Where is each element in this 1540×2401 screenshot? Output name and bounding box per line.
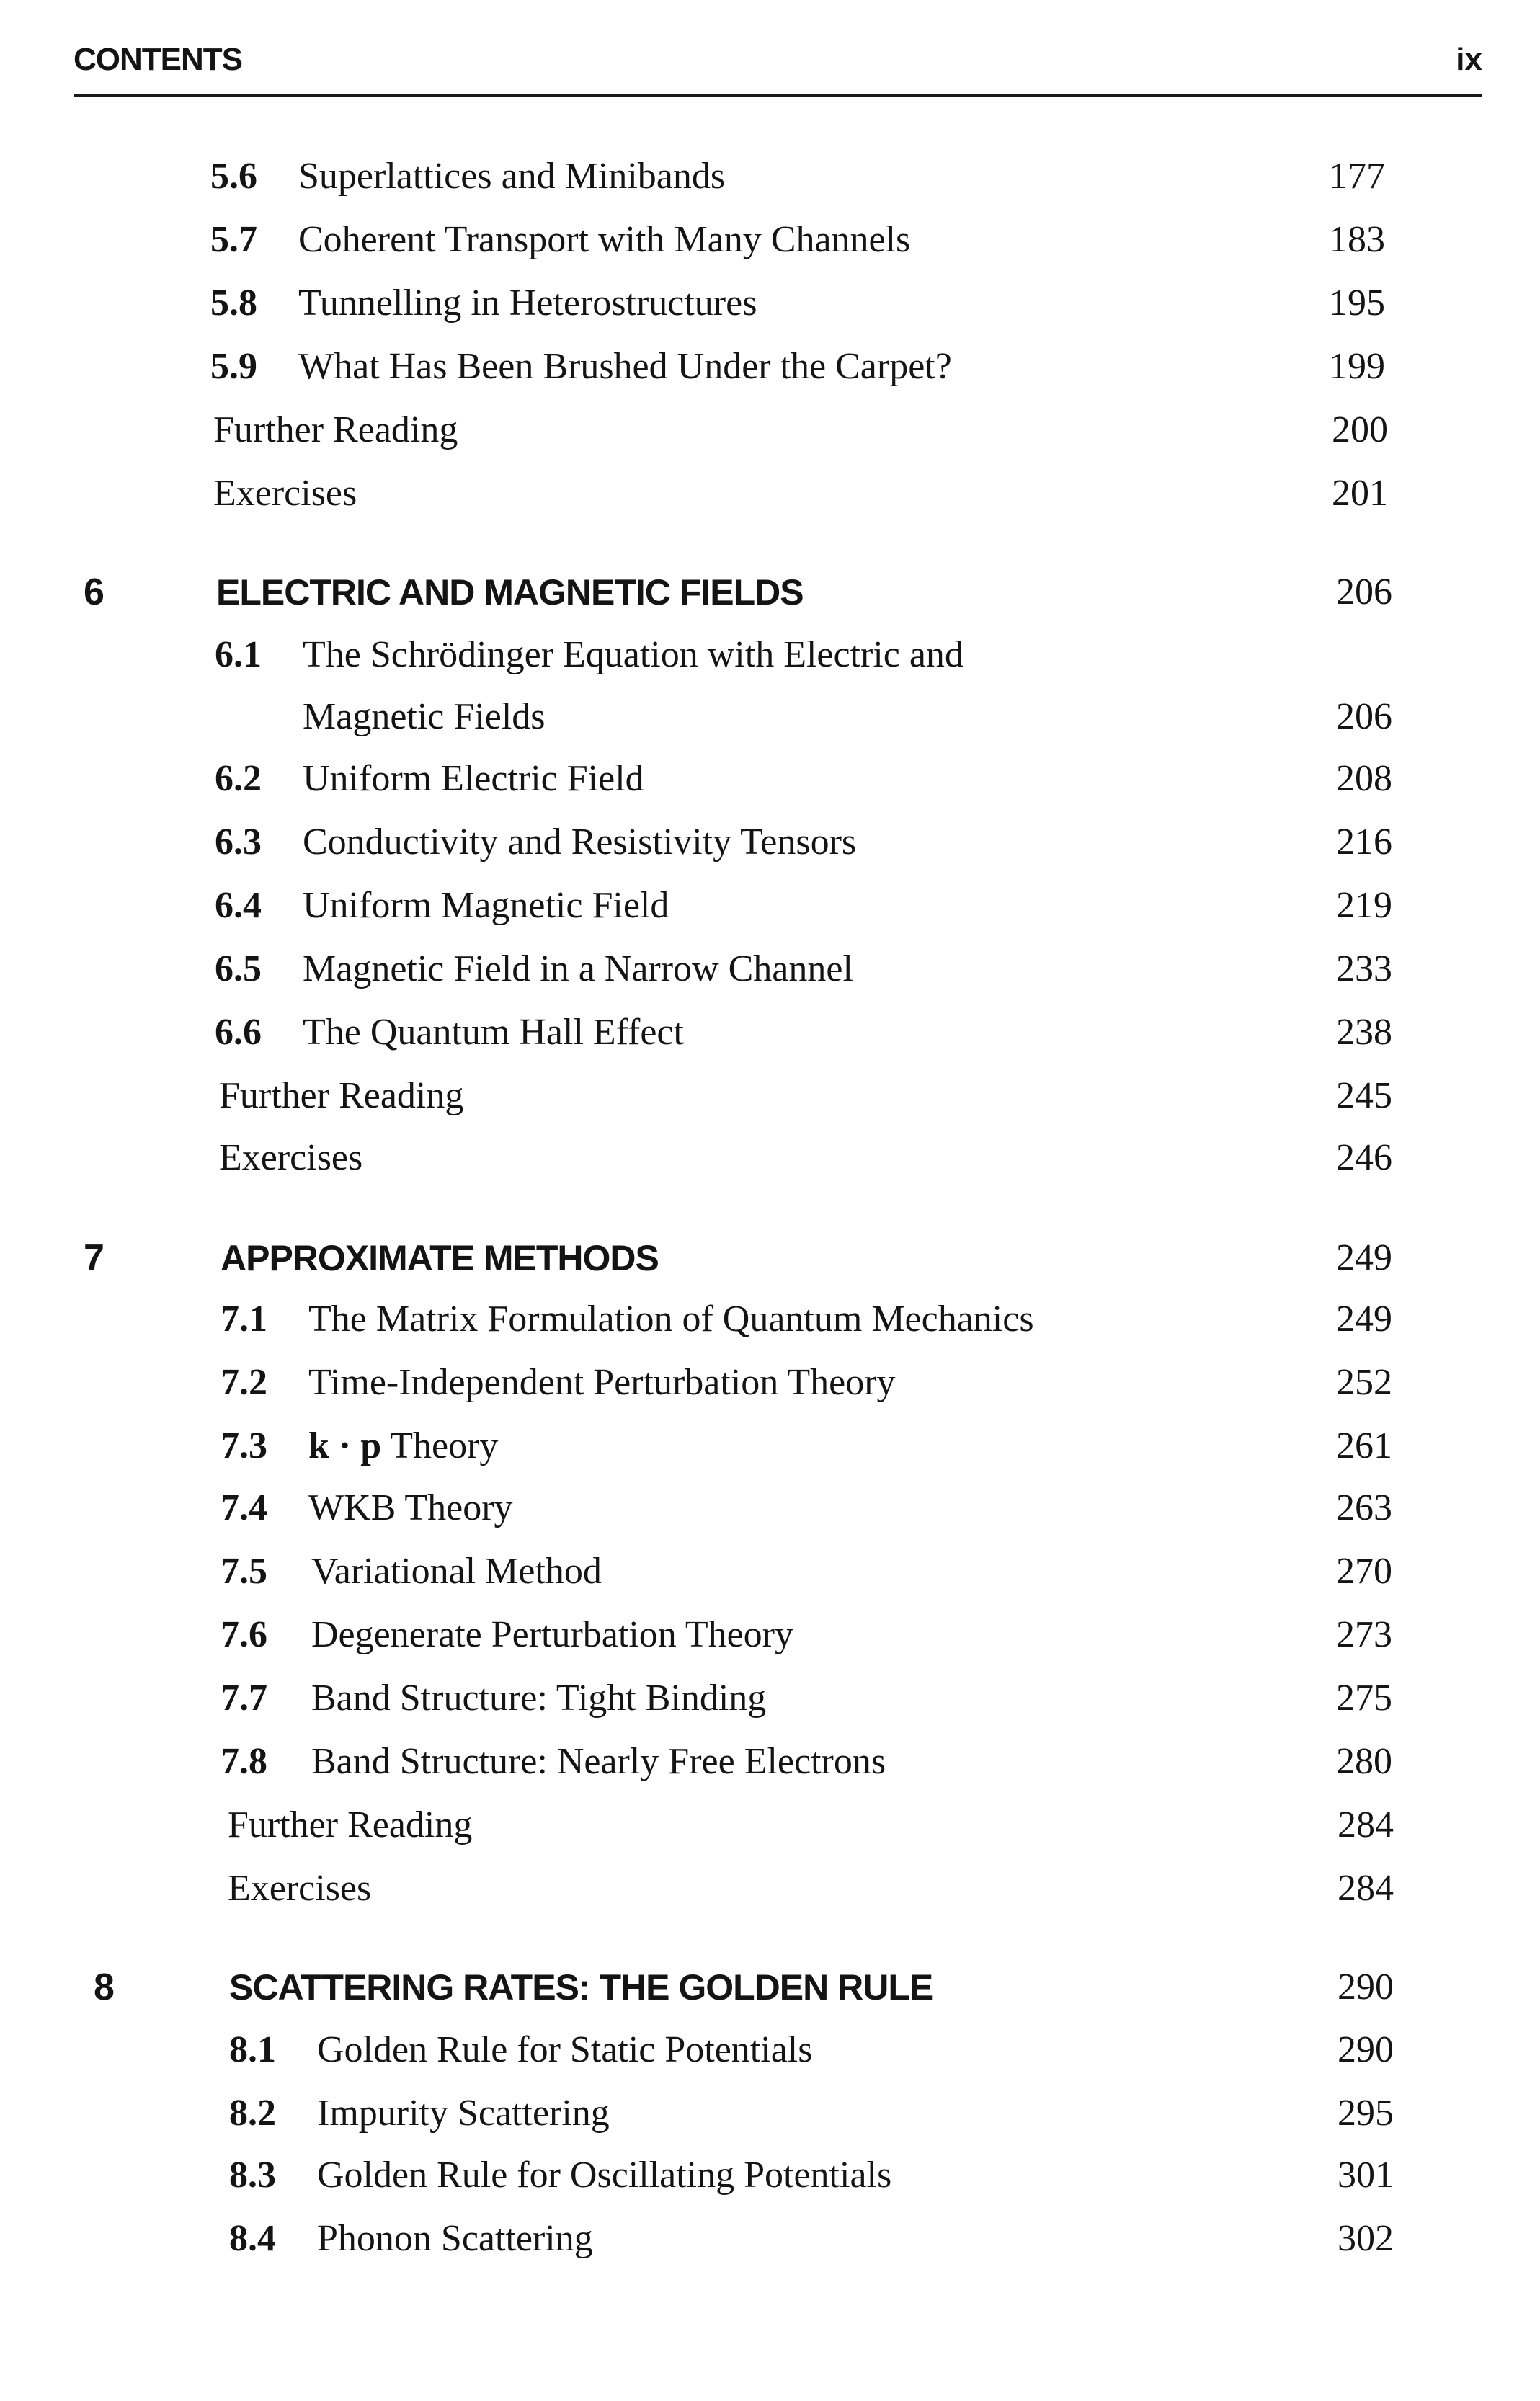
section-title: Magnetic Field in a Narrow Channel: [303, 948, 853, 989]
section-number: 7.8: [221, 1741, 267, 1782]
toc-entry-5-7[interactable]: [210, 215, 1392, 265]
chapter-title: ELECTRIC AND MAGNETIC FIELDS: [216, 572, 804, 612]
chapter-number: 8: [94, 1966, 114, 2008]
page-folio: ix: [1456, 42, 1482, 77]
toc-entry-5-6[interactable]: [210, 151, 1392, 202]
toc-entry-7-4[interactable]: [221, 1483, 1402, 1533]
entry-title: Exercises: [213, 473, 357, 514]
page-number: 246: [1336, 1137, 1392, 1178]
section-title: Time-Independent Perturbation Theory: [308, 1362, 896, 1403]
toc-chapter-6[interactable]: [84, 564, 1395, 621]
toc-entry-7-8[interactable]: [221, 1737, 1402, 1787]
toc-entry-6-5[interactable]: [215, 944, 1397, 994]
section-title: Band Structure: Nearly Free Electrons: [311, 1741, 886, 1782]
toc-entry-6-4[interactable]: [215, 881, 1397, 931]
section-number: 5.9: [210, 346, 257, 387]
toc-entry-6-1[interactable]: [215, 630, 1397, 680]
page-number: 216: [1336, 821, 1392, 863]
section-title: Conductivity and Resistivity Tensors: [303, 821, 857, 863]
section-title: Coherent Transport with Many Channels: [298, 219, 911, 260]
section-title: Superlattices and Minibands: [298, 156, 726, 197]
entry-title: Further Reading: [219, 1075, 464, 1116]
toc-entry-7-1[interactable]: [221, 1294, 1402, 1345]
section-title: The Schrödinger Equation with Electric and: [303, 634, 963, 675]
running-head: [74, 37, 1482, 81]
toc-entry-8-4[interactable]: [229, 2214, 1411, 2264]
page-number: 208: [1336, 758, 1392, 799]
page-number: 290: [1338, 1966, 1394, 2008]
section-number: 7.4: [221, 1487, 267, 1528]
toc-entry-exercises-7[interactable]: [228, 1863, 1410, 1914]
toc-entry-7-5[interactable]: [221, 1546, 1402, 1597]
chapter-number: 6: [84, 571, 104, 613]
running-head-title: CONTENTS: [74, 42, 242, 77]
section-number: 7.3: [221, 1425, 267, 1466]
section-number: 6.2: [215, 758, 262, 799]
section-title: WKB Theory: [308, 1487, 513, 1528]
toc-entry-exercises-6[interactable]: [219, 1133, 1401, 1183]
section-number: 6.1: [215, 634, 262, 675]
entry-title: Exercises: [219, 1137, 363, 1178]
page-number: 238: [1336, 1012, 1392, 1053]
toc-entry-8-1[interactable]: [229, 2025, 1411, 2075]
section-number: 5.6: [210, 156, 257, 197]
section-title-text: Theory: [381, 1425, 499, 1466]
section-number: 7.7: [221, 1678, 267, 1719]
section-title: Uniform Electric Field: [303, 758, 644, 799]
page-number: 206: [1336, 571, 1392, 612]
page-number: 252: [1336, 1362, 1392, 1403]
section-title: Variational Method: [311, 1551, 602, 1592]
entry-title: Further Reading: [228, 1804, 473, 1845]
page-number: 284: [1338, 1868, 1394, 1909]
page-number: 177: [1329, 156, 1385, 197]
section-title: Uniform Magnetic Field: [303, 885, 669, 926]
toc-entry-6-6[interactable]: [215, 1007, 1397, 1058]
page-number: 263: [1336, 1487, 1392, 1528]
toc-entry-5-9[interactable]: [210, 342, 1392, 392]
section-number: 6.6: [215, 1012, 262, 1053]
entry-title: Further Reading: [213, 409, 458, 450]
toc-entry-6-1-continued[interactable]: [215, 692, 1397, 742]
page-number: 301: [1338, 2155, 1394, 2196]
section-title: The Quantum Hall Effect: [303, 1012, 684, 1053]
page-number: 284: [1338, 1804, 1394, 1845]
section-title: [308, 1421, 498, 1471]
chapter-title: SCATTERING RATES: THE GOLDEN RULE: [229, 1967, 933, 2008]
chapter-title: APPROXIMATE METHODS: [221, 1238, 659, 1278]
toc-entry-further-reading-5[interactable]: [213, 405, 1395, 455]
section-title: Golden Rule for Static Potentials: [317, 2029, 813, 2070]
section-title: Band Structure: Tight Binding: [311, 1678, 767, 1719]
toc-entry-7-7[interactable]: [221, 1673, 1402, 1724]
section-title: Golden Rule for Oscillating Potentials: [317, 2155, 892, 2196]
section-title: Tunnelling in Heterostructures: [298, 282, 757, 324]
page-number: 302: [1338, 2218, 1394, 2259]
section-number: 8.4: [229, 2218, 276, 2259]
page-number: 261: [1336, 1425, 1392, 1466]
section-number: 8.3: [229, 2155, 276, 2196]
page-number: 245: [1336, 1075, 1392, 1116]
section-number: 8.2: [229, 2093, 276, 2134]
page-number: 270: [1336, 1551, 1392, 1592]
toc-entry-7-6[interactable]: [221, 1610, 1402, 1660]
section-number: 6.3: [215, 821, 262, 863]
toc-chapter-8[interactable]: [94, 1959, 1405, 2016]
toc-chapter-7[interactable]: [84, 1229, 1395, 1287]
page-number: 295: [1338, 2093, 1394, 2134]
k-dot-p-symbol: k · p: [308, 1425, 382, 1466]
section-number: 8.1: [229, 2029, 276, 2070]
page-number: 290: [1338, 2029, 1394, 2070]
section-number: 6.4: [215, 885, 262, 926]
section-number: 7.1: [221, 1298, 267, 1340]
section-number: 5.8: [210, 282, 257, 324]
section-number: 6.5: [215, 948, 262, 989]
page-number: 195: [1329, 282, 1385, 324]
toc-entry-7-2[interactable]: [221, 1358, 1402, 1408]
toc-entry-5-8[interactable]: [210, 278, 1392, 329]
toc-entry-8-3[interactable]: [229, 2150, 1411, 2201]
page-number: 219: [1336, 885, 1392, 926]
page-number: 200: [1332, 409, 1388, 450]
toc-entry-8-2[interactable]: [229, 2088, 1411, 2139]
section-title: The Matrix Formulation of Quantum Mechanics: [308, 1298, 1034, 1340]
section-title: Degenerate Perturbation Theory: [311, 1614, 793, 1655]
page-number: 183: [1329, 219, 1385, 260]
page-number: 273: [1336, 1614, 1392, 1655]
section-title: What Has Been Brushed Under the Carpet?: [298, 346, 952, 387]
section-number: 7.5: [221, 1551, 267, 1592]
page-number: 233: [1336, 948, 1392, 989]
page-number: 201: [1332, 473, 1388, 514]
toc-entry-further-reading-6[interactable]: [219, 1071, 1401, 1121]
page-number: 199: [1329, 346, 1385, 387]
section-number: 7.6: [221, 1614, 267, 1655]
page-number: 275: [1336, 1678, 1392, 1719]
toc-entry-6-2[interactable]: [215, 754, 1397, 804]
section-title-continued: Magnetic Fields: [303, 696, 546, 737]
section-title: Phonon Scattering: [317, 2218, 593, 2259]
section-number: 5.7: [210, 219, 257, 260]
toc-entry-6-3[interactable]: [215, 817, 1397, 868]
page-number: 280: [1336, 1741, 1392, 1782]
page-number: 249: [1336, 1237, 1392, 1278]
section-number: 7.2: [221, 1362, 267, 1403]
entry-title: Exercises: [228, 1868, 372, 1909]
page-number: 206: [1336, 696, 1392, 737]
chapter-number: 7: [84, 1237, 104, 1279]
toc-entry-7-3[interactable]: [221, 1421, 1402, 1471]
page-number: 249: [1336, 1298, 1392, 1340]
toc-entry-further-reading-7[interactable]: [228, 1800, 1410, 1850]
header-rule: [74, 94, 1482, 97]
section-title: Impurity Scattering: [317, 2093, 610, 2134]
toc-entry-exercises-5[interactable]: [213, 468, 1395, 519]
